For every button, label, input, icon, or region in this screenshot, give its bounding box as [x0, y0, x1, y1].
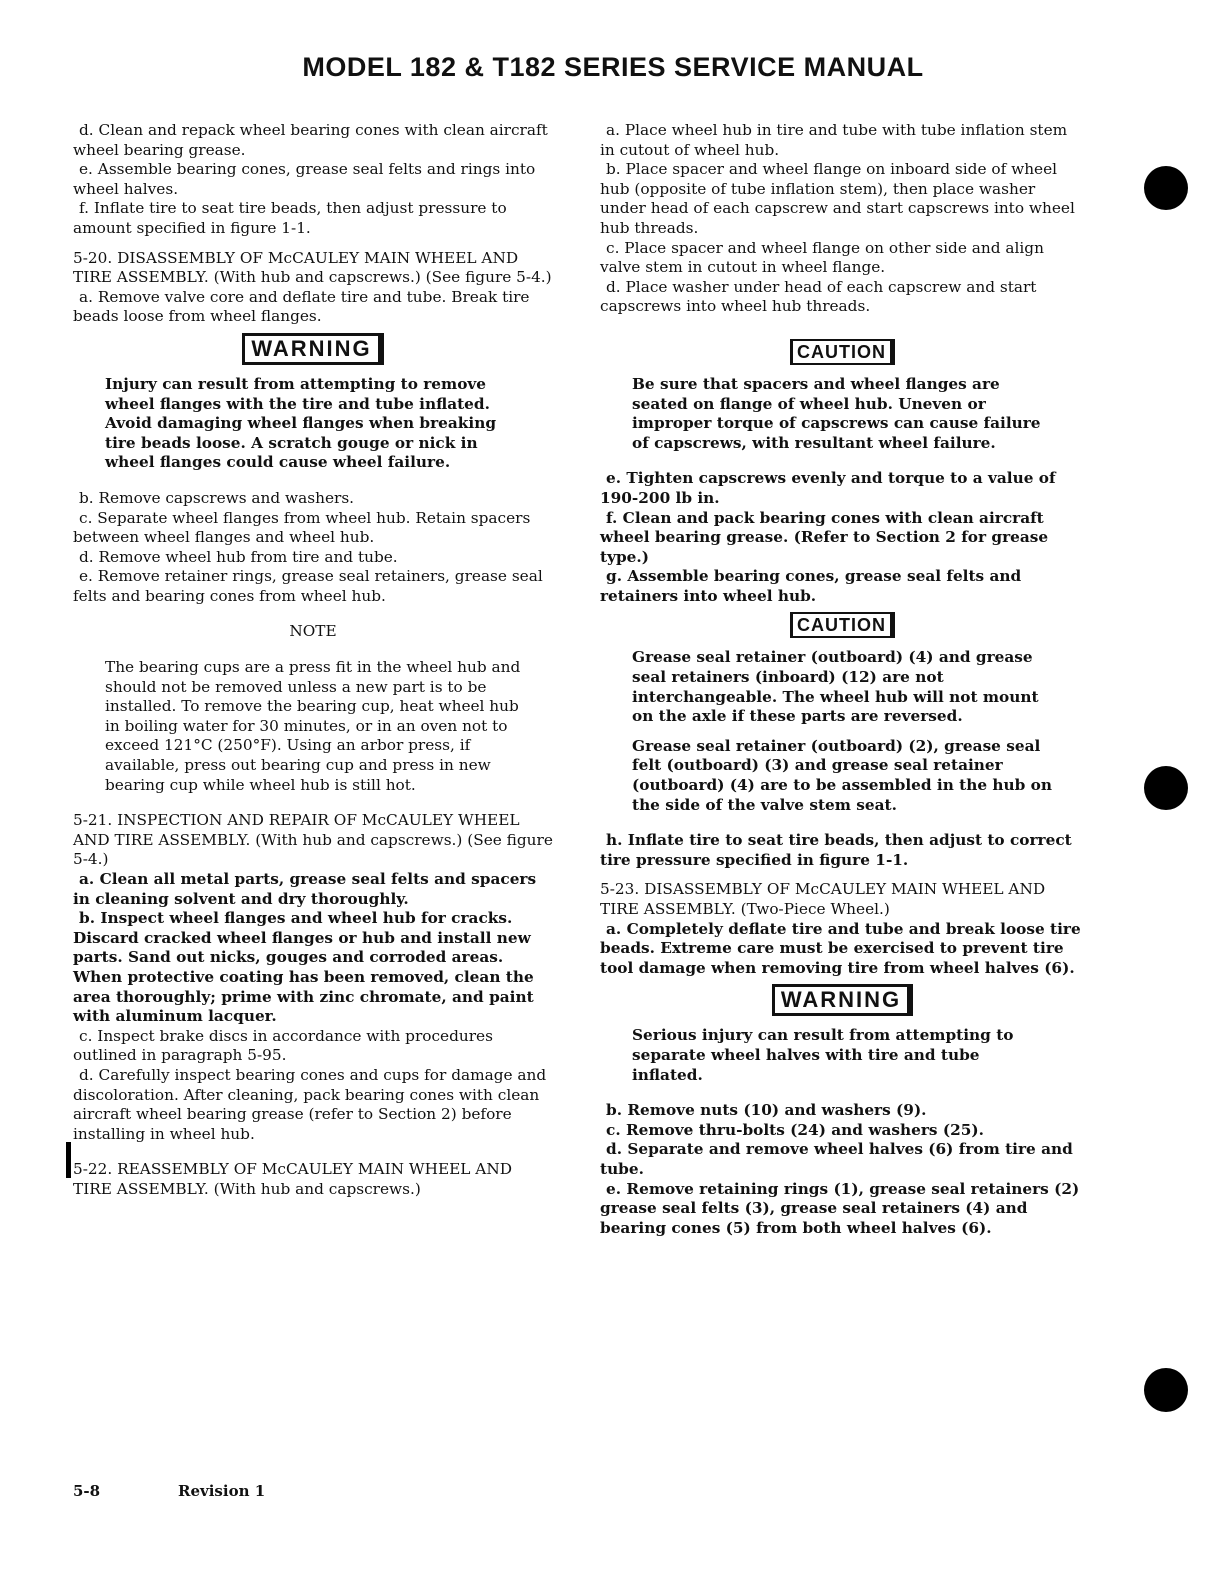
note-label: NOTE [289, 622, 337, 641]
caution-badge: CAUTION [790, 339, 895, 365]
step-item: c. Remove thru-bolts (24) and washers (25). [606, 1120, 984, 1139]
caution-text: Grease seal retainer (outboard) (2), grease seal felt (outboard) (3) and grease seal retainer (outboard) (4) are to be assembled in the hub on the side of the valve stem seat. [632, 736, 1052, 814]
warning-badge: WARNING [772, 984, 913, 1016]
punch-hole-icon [1144, 166, 1188, 210]
section-heading-5-21: 5-21. INSPECTION AND REPAIR OF McCAULEY WHEEL AND TIRE ASSEMBLY. (With hub and capscrews.) (See figure 5-4.) [73, 811, 553, 869]
step-item: g. Assemble bearing cones, grease seal felts and retainers into wheel hub. [600, 567, 1022, 605]
revision-bar [66, 1142, 71, 1178]
step-item: b. Remove nuts (10) and washers (9). [606, 1101, 927, 1120]
page-number: 5-8 [73, 1482, 101, 1500]
page-title: MODEL 182 & T182 SERIES SERVICE MANUAL [302, 52, 924, 82]
step-item: a. Remove valve core and deflate tire and tube. Break tire beads loose from wheel flanges. [73, 287, 530, 326]
right-column [600, 121, 1085, 1238]
step-item: e. Remove retainer rings, grease seal retainers, grease seal felts and bearing cones from wheel hub. [73, 567, 543, 605]
step-item: e. Assemble bearing cones, grease seal felts and rings into wheel halves. [73, 160, 536, 198]
step-item: b. Remove capscrews and washers. [79, 488, 355, 507]
step-item: f. Clean and pack bearing cones with clean aircraft wheel bearing grease. (Refer to Section 2 for grease type.) [600, 508, 1049, 566]
caution-text: Be sure that spacers and wheel flanges are seated on flange of wheel hub. Uneven or improper torque of capscrews can cause failure of capscrews, with resultant wheel failure. [632, 374, 1041, 452]
revision-label: Revision 1 [178, 1482, 266, 1500]
step-item: e. Remove retaining rings (1), grease seal retainers (2) grease seal felts (3), grease seal retainers (4) and bearing cones (5) from both wheel halves (6). [600, 1179, 1080, 1237]
step-item: a. Place wheel hub in tire and tube with tube inflation stem in cutout of wheel hub. [600, 121, 1068, 159]
step-item: f. Inflate tire to seat tire beads, then adjust pressure to amount specified in figure 1-1. [73, 199, 507, 237]
step-item: d. Carefully inspect bearing cones and cups for damage and discoloration. After cleaning, pack bearing cones with clean aircraft wheel bearing grease (refer to Section 2) before installing in wheel hub. [73, 1065, 547, 1143]
step-item: b. Place spacer and wheel flange on inboard side of wheel hub (opposite of tube inflation stem), then place washer under head of each capscrew and start capscrews into wheel hub threads. [600, 160, 1075, 237]
section-heading-5-22: 5-22. REASSEMBLY OF McCAULEY MAIN WHEEL AND TIRE ASSEMBLY. (With hub and capscrews.) [73, 1160, 513, 1198]
caution-badge: CAUTION [790, 612, 895, 638]
warning-text: Injury can result from attempting to remove wheel flanges with the tire and tube inflated. Avoid damaging wheel flanges when breaking tire beads loose. A scratch gouge or nick in wheel flanges could cause wheel failure. [105, 374, 497, 472]
section-heading-5-23: 5-23. DISASSEMBLY OF McCAULEY MAIN WHEEL AND TIRE ASSEMBLY. (Two-Piece Wheel.) [600, 880, 1046, 918]
step-item: c. Inspect brake discs in accordance with procedures outlined in paragraph 5-95. [73, 1026, 493, 1065]
step-item: e. Tighten capscrews evenly and torque to a value of 190-200 lb in. [600, 469, 1056, 507]
step-item: d. Place washer under head of each capscrew and start capscrews into wheel hub threads. [600, 277, 1037, 316]
step-item: d. Separate and remove wheel halves (6) from tire and tube. [600, 1140, 1073, 1178]
warning-text: Serious injury can result from attempting to separate wheel halves with tire and tube inflated. [632, 1026, 1014, 1084]
note-text: The bearing cups are a press fit in the wheel hub and should not be removed unless a new part is to be installed. To remove the bearing cup, heat wheel hub in boiling water for 30 minutes, or in an oven not to exceed 121°C (250°F). Using an arbor press, if available, press out bearing cup and press in new bearing cup while wheel hub is still hot. [105, 658, 521, 794]
step-item: h. Inflate tire to seat tire beads, then adjust to correct tire pressure specified in figure 1-1. [600, 831, 1072, 869]
punch-hole-icon [1144, 1368, 1188, 1412]
caution-text: Grease seal retainer (outboard) (4) and grease seal retainers (inboard) (12) are not interchangeable. The wheel hub will not mount on the axle if these parts are reversed. [632, 648, 1039, 726]
step-item: c. Separate wheel flanges from wheel hub. Retain spacers between wheel flanges and wheel hub. [73, 508, 531, 547]
section-heading-5-20: 5-20. DISASSEMBLY OF McCAULEY MAIN WHEEL AND TIRE ASSEMBLY. (With hub and capscrews.) (See figure 5-4.) [73, 248, 552, 287]
step-item: a. Completely deflate tire and tube and break loose tire beads. Extreme care must be exercised to prevent tire tool damage when removing tire from wheel halves (6). [600, 919, 1081, 977]
step-item: d. Clean and repack wheel bearing cones with clean aircraft wheel bearing grease. [73, 121, 548, 159]
step-item: c. Place spacer and wheel flange on other side and align valve stem in cutout in wheel flange. [600, 238, 1044, 277]
step-item: a. Clean all metal parts, grease seal felts and spacers in cleaning solvent and dry thoroughly. [73, 870, 537, 908]
left-column [73, 121, 553, 1200]
warning-badge: WARNING [242, 333, 383, 365]
punch-hole-icon [1144, 766, 1188, 810]
step-item: b. Inspect wheel flanges and wheel hub for cracks. Discard cracked wheel flanges or hub and install new parts. Sand out nicks, gouges and corroded areas. When protective coating has been removed, clean the area thoroughly; prime with zinc chromate, and paint with aluminum lacquer. [73, 909, 534, 1026]
step-item: d. Remove wheel hub from tire and tube. [79, 547, 398, 566]
